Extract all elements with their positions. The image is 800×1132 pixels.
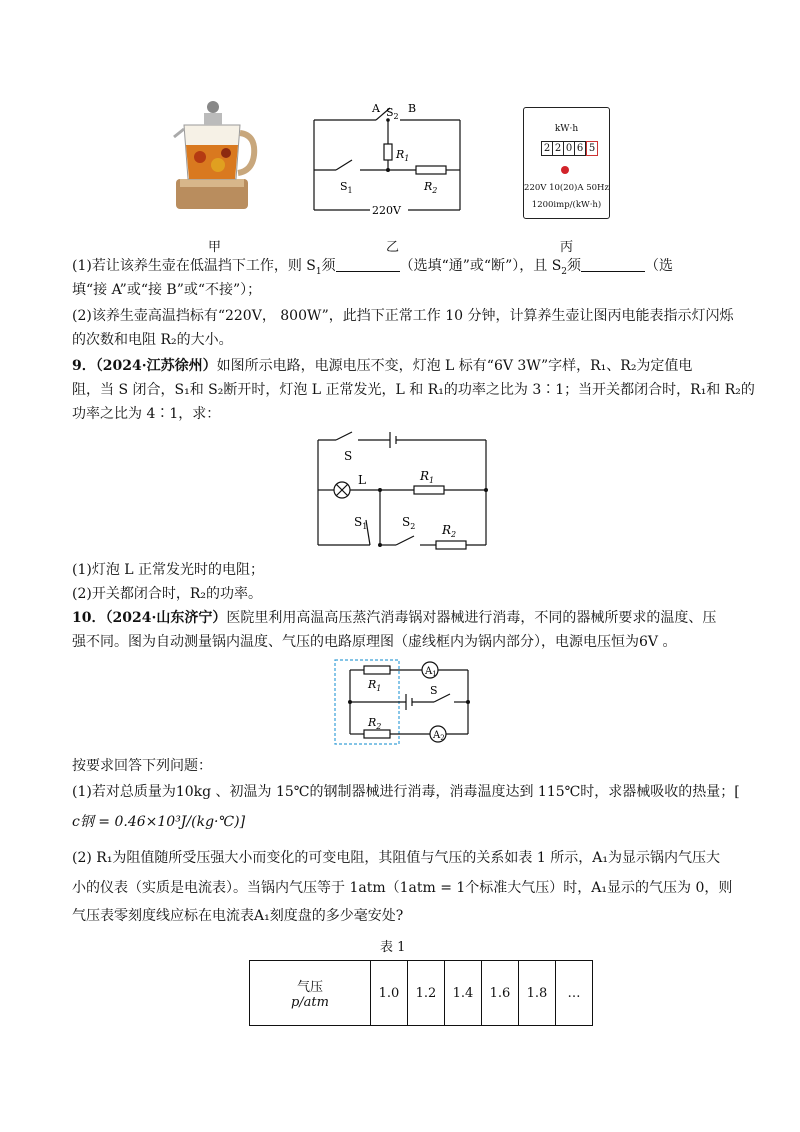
circuit-b-label-B: B — [408, 102, 417, 115]
meter-digit: 2 — [553, 141, 564, 156]
q9-label-R1: $R_1$ — [420, 469, 435, 485]
circuit-q9-figure — [310, 428, 495, 553]
circuit-b-label-R2: $R_2$ — [424, 180, 438, 195]
q10-sub1-line1: (1)若对总质量为10kg 、初温为 15℃的钢制器械进行消毒，消毒温度达到 115℃时，求器械吸收的热量；[ — [72, 784, 740, 800]
q10-label-R1: $R_1$ — [368, 678, 382, 693]
meter-digit-decimal: 5 — [586, 141, 598, 156]
q10-line1: 10．（2024·山东济宁）医院里利用高温高压蒸汽消毒锅对器械进行消毒，不同的器械所要求的温度、压 — [72, 610, 717, 626]
meter-unit: kW·h — [554, 124, 579, 134]
caption-yi: 乙 — [386, 240, 400, 255]
q9-line1: 9．（2024·江苏徐州）如图所示电路，电源电压不变，灯泡 L 标有“6V 3W”字样，R₁、R₂为定值电 — [72, 358, 693, 374]
table-cell: 1.8 — [519, 961, 556, 1026]
q10-sub2-line2: 小的仪表（实质是电流表）。当锅内气压等于 1atm（1atm = 1个标准大气压）时，A₁显示的气压为 0，则 — [72, 880, 733, 896]
q8-part1: (1)若让该养生壶在低温挡下工作，则 $S_1$须 （选填“通”或“断”），且 $S_2$须 （选 — [72, 258, 674, 277]
q10-line2: 强不同。图为自动测量锅内温度、气压的电路原理图（虚线框内为锅内部分），电源电压恒为6V 。 — [72, 634, 677, 650]
q9-label-S: S — [344, 449, 353, 463]
q8-part2-line2: 的次数和电阻 R₂的大小。 — [72, 332, 233, 348]
meter-indicator-light — [561, 166, 569, 174]
meter-digit: 0 — [564, 141, 575, 156]
q8-part2-line1: (2)该养生壶高温挡标有“220V， 800W”，此挡下正常工作 10 分钟，计算养生壶让图丙电能表指示灯闪烁 — [72, 308, 734, 324]
meter-digits — [541, 141, 598, 156]
circuit-b-label-A: A — [372, 102, 380, 115]
table-title: 表 1 — [380, 940, 406, 955]
meter-digit: 2 — [541, 141, 553, 156]
answer-blank[interactable] — [336, 257, 400, 272]
meter-digit: 6 — [575, 141, 586, 156]
circuit-b-voltage: 220V — [372, 204, 401, 217]
table-header-cell: 气压 p/atm — [250, 961, 371, 1026]
q10-label-R2: $R_2$ — [368, 716, 382, 731]
q10-sub2-line1: (2) R₁为阻值随所受压强大小而变化的可变电阻，其阻值与气压的关系如表 1 所示，A₁为显示锅内气压大 — [72, 850, 720, 866]
q9-line3: 功率之比为 4∶1，求： — [72, 406, 221, 422]
table-cell: 1.0 — [371, 961, 408, 1026]
q9-label-R2: $R_2$ — [442, 523, 457, 539]
circuit-b-label-S2: $S_2$ — [386, 106, 399, 121]
q10-sub1-line2: c钢 = 0.46×10³J/(kg·℃)] — [72, 814, 246, 830]
pressure-table — [249, 960, 593, 1026]
q10-label-A2: $A_2$ — [433, 730, 445, 742]
q9-sub2: (2)开关都闭合时，R₂的功率。 — [72, 586, 262, 602]
q10-label-S: S — [430, 684, 438, 697]
meter-imp: 1200imp/(kW·h) — [531, 200, 602, 210]
q10-prompt: 按要求回答下列问题： — [72, 758, 212, 774]
q9-label-S1: $S_1$ — [354, 515, 368, 531]
meter-spec: 220V 10(20)A 50Hz — [524, 183, 609, 193]
q10-sub2-line3: 气压表零刻度线应标在电流表A₁刻度盘的多少毫安处? — [72, 908, 404, 924]
q9-line2: 阻，当 S 闭合，S₁和 S₂断开时，灯泡 L 正常发光，L 和 R₁的功率之比为 3∶1；当开关都闭合时，R₁和 R₂的 — [72, 382, 755, 398]
circuit-b-label-S1: $S_1$ — [340, 180, 353, 195]
caption-bing: 丙 — [560, 240, 574, 255]
q9-label-S2: $S_2$ — [402, 515, 416, 531]
q9-sub1: (1)灯泡 L 正常发光时的电阻； — [72, 562, 265, 578]
circuit-q10-figure — [330, 656, 480, 748]
caption-jia: 甲 — [208, 240, 222, 255]
q8-part1-line2: 填“接 A”或“接 B”或“不接”）； — [72, 282, 262, 298]
answer-blank[interactable] — [581, 257, 645, 272]
circuit-b-label-R1: $R_1$ — [396, 148, 410, 163]
table-cell: 1.2 — [408, 961, 445, 1026]
table-cell: … — [556, 961, 593, 1026]
circuit-b-figure — [300, 98, 470, 223]
table-cell: 1.6 — [482, 961, 519, 1026]
q9-label-L: L — [358, 473, 366, 487]
kettle-figure — [170, 95, 260, 215]
table-cell: 1.4 — [445, 961, 482, 1026]
q10-label-A1: $A_1$ — [425, 666, 437, 678]
